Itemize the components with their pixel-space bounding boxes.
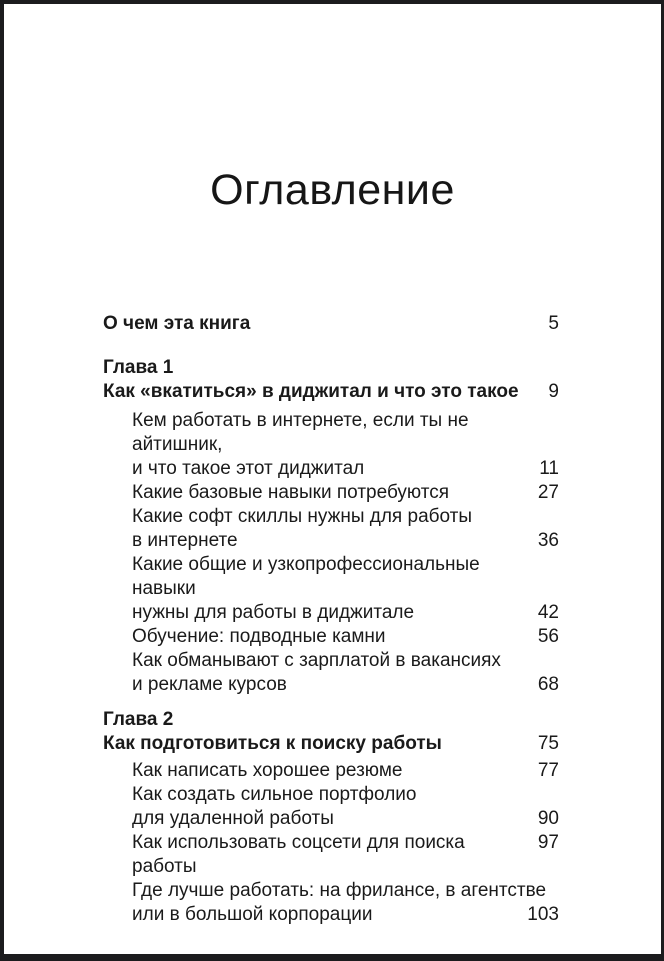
toc-page-number: 36 xyxy=(537,530,559,551)
toc-page-number: 56 xyxy=(537,626,559,647)
toc-item-text: Какие базовые навыки потребуются xyxy=(132,482,450,503)
toc-item-text: Где лучше работать: на фрилансе, в агентстве xyxy=(132,880,547,901)
chapter-label-text: Глава 1 xyxy=(103,357,174,378)
toc-line xyxy=(103,759,559,783)
toc-line xyxy=(103,831,559,879)
toc-page-number: 27 xyxy=(537,482,559,503)
chapter-2-block xyxy=(103,708,559,927)
toc-page-number: 97 xyxy=(537,832,559,853)
toc-item-text: и что такое этот диджитал xyxy=(132,458,365,479)
chapter-2-label xyxy=(103,708,559,732)
toc-item-text: и рекламе курсов xyxy=(132,674,287,695)
toc-line xyxy=(103,649,559,673)
toc-line xyxy=(103,481,559,505)
chapter-title-text: Как подготовиться к поиску работы xyxy=(103,733,442,754)
toc-line xyxy=(103,783,559,807)
chapter-1-items xyxy=(103,409,559,697)
toc-line xyxy=(103,625,559,649)
toc-item-text: Как обманывают с зарплатой в вакансиях xyxy=(132,650,501,671)
page-title: Оглавление xyxy=(210,166,455,214)
toc-page-number: 11 xyxy=(539,458,559,479)
toc-item-text: или в большой корпорации xyxy=(132,904,373,925)
toc-item-text: Обучение: подводные камни xyxy=(132,626,386,647)
chapter-1-title xyxy=(103,380,559,404)
toc-item-text: Как использовать соцсети для поиска работы xyxy=(132,832,465,877)
toc-line xyxy=(103,553,559,601)
toc-line xyxy=(103,879,559,903)
toc-page-number: 68 xyxy=(537,674,559,695)
toc-line xyxy=(103,409,559,457)
toc-page-number: 77 xyxy=(537,760,559,781)
toc-line xyxy=(103,807,559,831)
toc-line xyxy=(103,457,559,481)
chapter-label-text: Глава 2 xyxy=(103,709,174,730)
toc-item-text: Как написать хорошее резюме xyxy=(132,760,403,781)
toc-page-number: 5 xyxy=(548,313,559,334)
toc-entry-intro xyxy=(103,312,559,336)
chapter-2-title xyxy=(103,732,559,756)
chapter-1-label xyxy=(103,356,559,380)
toc-item-text: Как создать сильное портфолио xyxy=(132,784,417,805)
toc-line xyxy=(103,601,559,625)
toc-page-number: 90 xyxy=(537,808,559,829)
toc-line xyxy=(103,505,559,529)
toc-line xyxy=(103,529,559,553)
toc-item-text: в интернете xyxy=(132,530,238,551)
toc-page-number: 9 xyxy=(548,381,559,402)
toc-item-text: Какие софт скиллы нужны для работы xyxy=(132,506,473,527)
toc-page-number: 42 xyxy=(537,602,559,623)
toc-entry-text: О чем эта книга xyxy=(103,313,251,334)
toc-line xyxy=(103,673,559,697)
table-of-contents xyxy=(4,312,661,927)
toc-page-number: 75 xyxy=(537,733,559,754)
chapter-1-block xyxy=(103,356,559,697)
toc-item-text: Какие общие и узкопрофессиональные навыки xyxy=(132,554,480,599)
toc-item-text: для удаленной работы xyxy=(132,808,334,829)
chapter-2-items xyxy=(103,759,559,927)
toc-page-number: 103 xyxy=(527,904,559,925)
toc-line xyxy=(103,903,559,927)
toc-item-text: Кем работать в интернете, если ты не айтишник, xyxy=(132,410,469,455)
chapter-title-text: Как «вкатиться» в диджитал и что это такое xyxy=(103,381,519,402)
toc-item-text: нужны для работы в диджитале xyxy=(132,602,415,623)
